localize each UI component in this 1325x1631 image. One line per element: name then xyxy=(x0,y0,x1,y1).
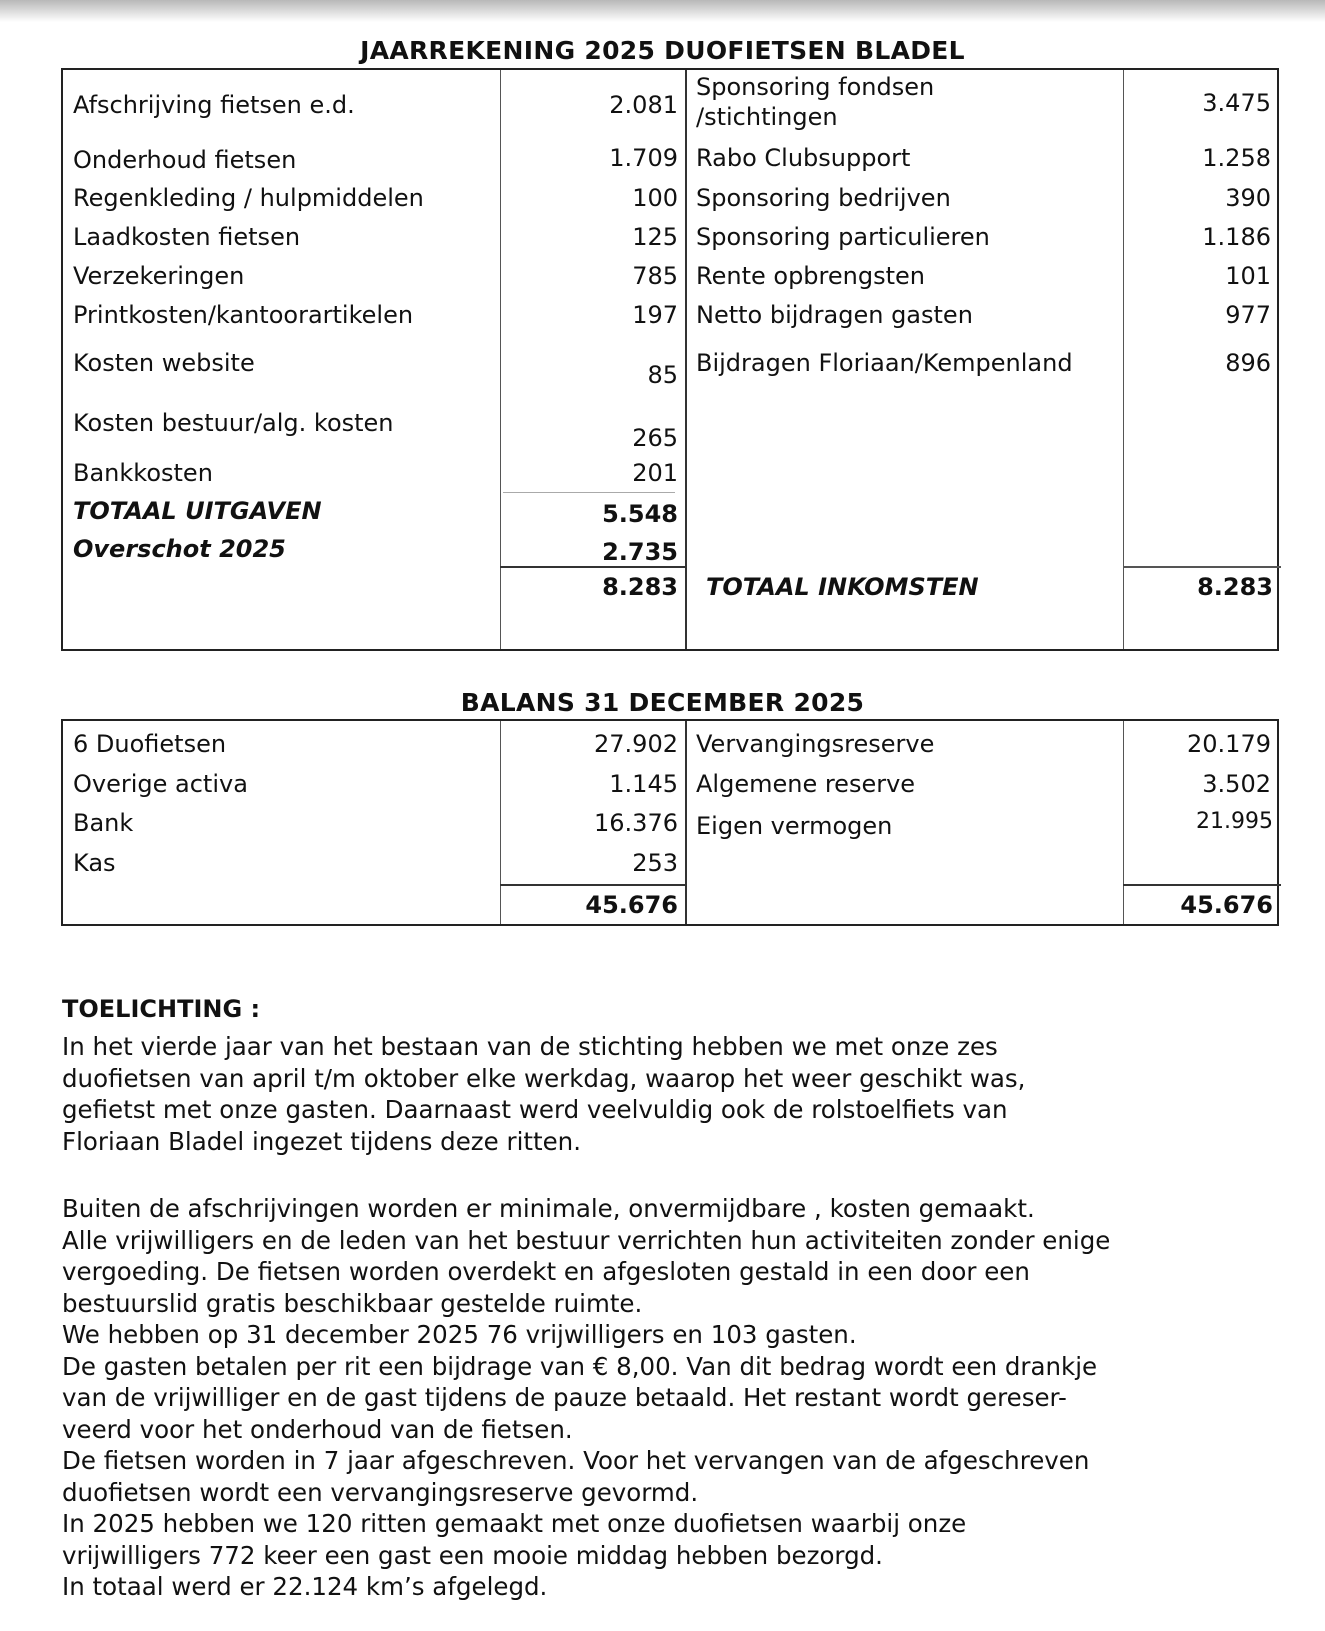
expense-label: Regenkleding / hulpmiddelen xyxy=(73,184,424,212)
asset-value: 16.376 xyxy=(594,809,678,837)
notes-line: Floriaan Bladel ingezet tijdens deze ritten. xyxy=(62,1126,581,1156)
subtotal-separator xyxy=(503,492,675,493)
income-statement-table xyxy=(61,68,1279,651)
notes-line: We hebben op 31 december 2025 76 vrijwilligers en 103 gasten. xyxy=(62,1320,857,1349)
notes-heading: TOELICHTING : xyxy=(62,995,261,1023)
income-value: 1.186 xyxy=(1202,223,1271,251)
income-label: Netto bijdragen gasten xyxy=(696,301,973,329)
expense-value: 201 xyxy=(632,459,678,487)
expense-label: Afschrijving fietsen e.d. xyxy=(73,91,355,119)
expense-label: Verzekeringen xyxy=(73,262,245,290)
income-label xyxy=(696,72,934,132)
asset-value: 27.902 xyxy=(594,730,678,758)
notes-line: gefietst met onze gasten. Daarnaast werd veelvuldig ook de rolstoelfiets van xyxy=(62,1095,1008,1124)
total-income-value: 8.283 xyxy=(1197,573,1273,601)
assets-total: 45.676 xyxy=(585,891,678,919)
income-label-line: Sponsoring fondsen xyxy=(696,73,935,101)
income-label: Rabo Clubsupport xyxy=(696,144,911,172)
expense-value: 197 xyxy=(632,301,678,329)
total-expenses-label: TOTAAL UITGAVEN xyxy=(73,497,322,525)
income-value: 3.475 xyxy=(1202,89,1271,117)
notes-line: van de vrijwilliger en de gast tijdens de pauze betaald. Het restant wordt gereser- xyxy=(62,1383,1067,1412)
notes-line: Buiten de afschrijvingen worden er minimale, onvermijdbare , kosten gemaakt. xyxy=(62,1194,1035,1223)
liability-label: Vervangingsreserve xyxy=(696,730,935,758)
notes-line: De fietsen worden in 7 jaar afgeschreven. Voor het vervangen van de afgeschreven xyxy=(62,1446,1090,1475)
income-value: 1.258 xyxy=(1202,144,1271,172)
income-label: Bijdragen Floriaan/Kempenland xyxy=(696,349,1073,377)
total-separator xyxy=(500,566,686,568)
asset-value: 1.145 xyxy=(609,770,678,798)
column-divider xyxy=(685,721,687,924)
column-divider xyxy=(685,70,687,649)
surplus-value: 2.735 xyxy=(602,538,678,566)
asset-label: Overige activa xyxy=(73,770,248,798)
expense-label: Bankkosten xyxy=(73,459,213,487)
income-value: 101 xyxy=(1225,262,1271,290)
liability-label: Algemene reserve xyxy=(696,770,916,798)
income-label-line: /stichtingen xyxy=(696,103,838,131)
total-separator xyxy=(1123,884,1281,886)
surplus-label: Overschot 2025 xyxy=(73,535,286,563)
asset-label: 6 Duofietsen xyxy=(73,730,227,758)
notes-line: duofietsen wordt een vervangingsreserve gevormd. xyxy=(62,1477,699,1507)
expense-label: Kosten website xyxy=(73,349,255,377)
expense-label: Printkosten/kantoorartikelen xyxy=(73,301,414,329)
expense-value: 100 xyxy=(632,184,678,212)
total-expenses-value: 5.548 xyxy=(602,500,678,528)
income-statement-title: JAARREKENING 2025 DUOFIETSEN BLADEL xyxy=(360,36,965,65)
left-grand-total: 8.283 xyxy=(602,573,678,601)
notes-line: De gasten betalen per rit een bijdrage van € 8,00. Van dit bedrag wordt een drankje xyxy=(62,1351,1098,1381)
top-edge-shadow xyxy=(0,0,1325,22)
asset-label: Bank xyxy=(73,809,134,837)
income-value: 390 xyxy=(1225,184,1271,212)
expense-value: 85 xyxy=(647,361,678,389)
expense-value: 2.081 xyxy=(609,91,678,119)
notes-line: In 2025 hebben we 120 ritten gemaakt met onze duofietsen waarbij onze xyxy=(62,1509,967,1538)
expense-label: Laadkosten fietsen xyxy=(73,223,301,251)
liability-value: 21.995 xyxy=(1196,809,1273,834)
notes-line: Alle vrijwilligers en de leden van het bestuur verrichten hun activiteiten zonder enige xyxy=(62,1225,1111,1255)
expense-label: Onderhoud fietsen xyxy=(73,146,297,174)
income-label: Rente opbrengsten xyxy=(696,262,925,290)
notes-line: veerd voor het onderhoud van de fietsen. xyxy=(62,1414,573,1444)
income-label: Sponsoring particulieren xyxy=(696,223,990,251)
liability-label: Eigen vermogen xyxy=(696,812,893,840)
expense-value: 265 xyxy=(632,424,678,452)
expense-label: Kosten bestuur/alg. kosten xyxy=(73,409,394,437)
asset-label: Kas xyxy=(73,849,116,877)
total-separator xyxy=(1123,566,1281,568)
balance-sheet-title: BALANS 31 DECEMBER 2025 xyxy=(460,688,865,717)
expense-value: 1.709 xyxy=(609,144,678,172)
total-income-label: TOTAAL INKOMSTEN xyxy=(706,573,979,601)
income-value: 896 xyxy=(1225,349,1271,377)
notes-paragraph-1 xyxy=(62,1031,1025,1157)
notes-line: vergoeding. De fietsen worden overdekt en afgesloten gestald in een door een xyxy=(62,1257,1030,1286)
asset-value: 253 xyxy=(632,849,678,877)
liability-value: 20.179 xyxy=(1187,730,1271,758)
notes-line: In het vierde jaar van het bestaan van de stichting hebben we met onze zes xyxy=(62,1032,998,1061)
expense-value: 125 xyxy=(632,223,678,251)
notes-line: In totaal werd er 22.124 km’s afgelegd. xyxy=(62,1572,548,1601)
income-label: Sponsoring bedrijven xyxy=(696,184,951,212)
notes-line: bestuurslid gratis beschikbaar gestelde ruimte. xyxy=(62,1288,643,1318)
notes-line: vrijwilligers 772 keer een gast een mooie middag hebben bezorgd. xyxy=(62,1540,883,1570)
balance-sheet-table xyxy=(61,719,1279,926)
income-value: 977 xyxy=(1225,301,1271,329)
notes-line: duofietsen van april t/m oktober elke werkdag, waarop het weer geschikt was, xyxy=(62,1063,1026,1093)
notes-paragraph-2 xyxy=(62,1193,1110,1603)
liability-value: 3.502 xyxy=(1202,770,1271,798)
expense-value: 785 xyxy=(632,262,678,290)
liabilities-total: 45.676 xyxy=(1180,891,1273,919)
total-separator xyxy=(500,884,686,886)
